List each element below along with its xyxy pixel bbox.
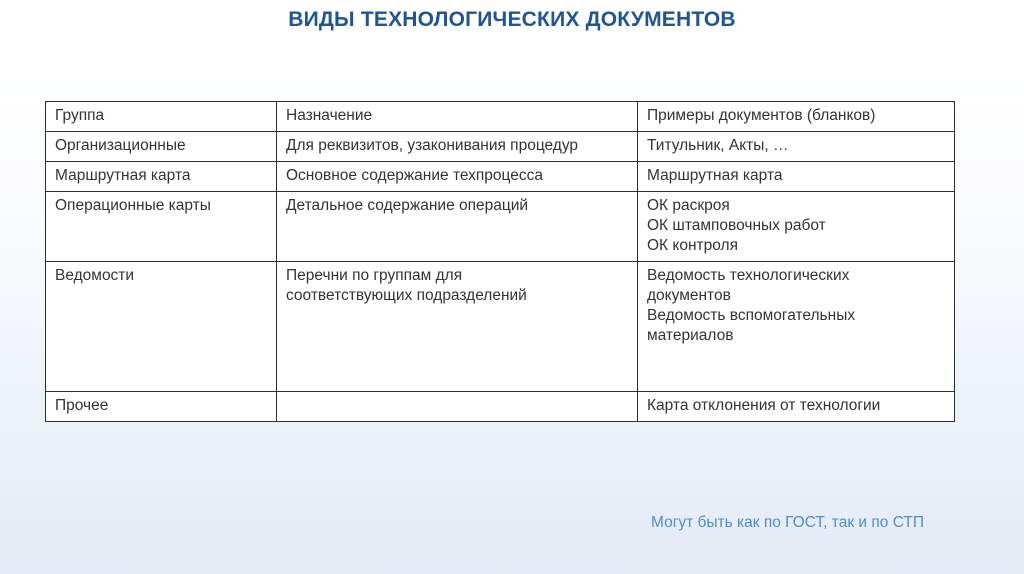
cell-examples <box>638 392 955 422</box>
cell-purpose <box>277 262 638 392</box>
cell-line: Титульник, Акты, … <box>647 137 789 154</box>
cell-line: соответствующих подразделений <box>286 287 527 304</box>
cell-line: Ведомость технологических <box>647 267 850 284</box>
table-row <box>46 262 955 392</box>
cell-examples <box>638 132 955 162</box>
footnote: Могут быть как по ГОСТ, так и по СТП <box>651 514 924 531</box>
cell-line: ОК контроля <box>647 237 738 254</box>
table-row <box>46 132 955 162</box>
cell-group: Операционные карты <box>46 192 277 262</box>
cell-group: Маршрутная карта <box>46 162 277 192</box>
cell-purpose <box>277 192 638 262</box>
cell-line: документов <box>647 287 731 304</box>
table-row <box>46 392 955 422</box>
cell-examples <box>638 262 955 392</box>
cell-line: Карта отклонения от технологии <box>647 397 881 414</box>
cell-examples <box>638 192 955 262</box>
cell-line: ОК штамповочных работ <box>647 217 826 234</box>
cell-line: Детальное содержание операций <box>286 197 529 214</box>
table-header-row <box>46 102 955 132</box>
documents-table <box>45 101 955 422</box>
cell-line: Маршрутная карта <box>647 167 783 184</box>
cell-line: материалов <box>647 327 734 344</box>
header-cell-purpose: Назначение <box>277 102 638 132</box>
cell-line: Основное содержание техпроцесса <box>286 167 543 184</box>
table-row <box>46 162 955 192</box>
header-cell-examples: Примеры документов (бланков) <box>638 102 955 132</box>
cell-examples <box>638 162 955 192</box>
cell-line: ОК раскроя <box>647 197 730 214</box>
cell-purpose <box>277 392 638 422</box>
page-title: ВИДЫ ТЕХНОЛОГИЧЕСКИХ ДОКУМЕНТОВ <box>288 8 736 31</box>
cell-purpose <box>277 162 638 192</box>
cell-line: Ведомость вспомогательных <box>647 307 856 324</box>
header-cell-group: Группа <box>46 102 277 132</box>
cell-group: Прочее <box>46 392 277 422</box>
cell-line: Для реквизитов, узаконивания процедур <box>286 137 579 154</box>
cell-group: Ведомости <box>46 262 277 392</box>
table-row <box>46 192 955 262</box>
cell-group: Организационные <box>46 132 277 162</box>
cell-purpose <box>277 132 638 162</box>
cell-line: Перечни по группам для <box>286 267 463 284</box>
